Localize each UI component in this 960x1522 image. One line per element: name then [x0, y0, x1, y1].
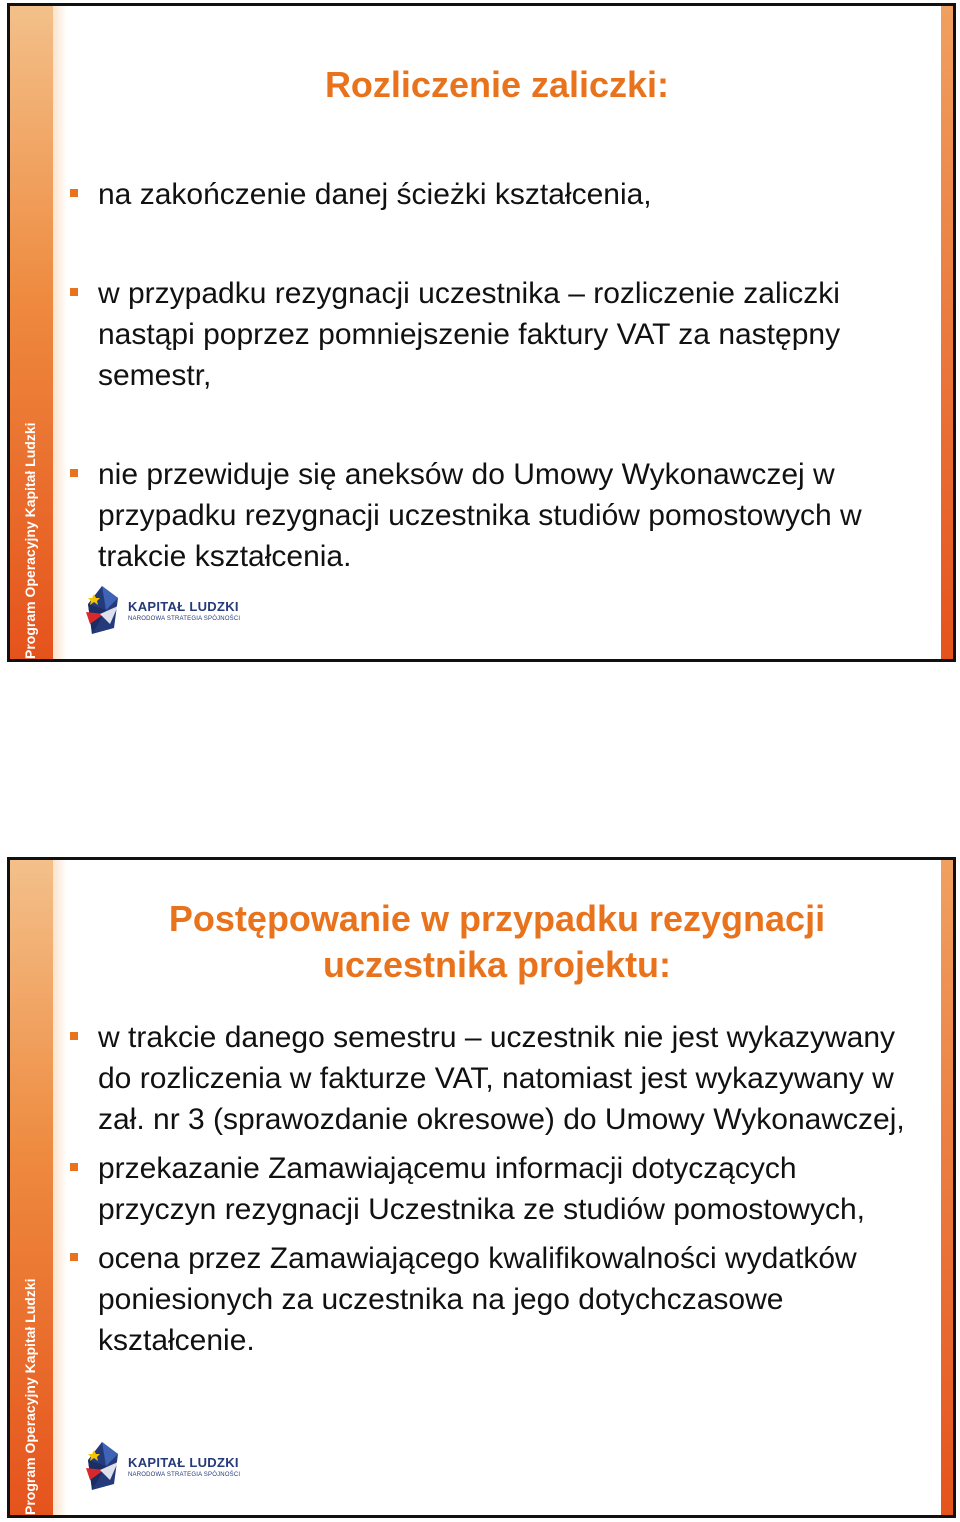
- bullet-text: ocena przez Zamawiającego kwalifikowalności wydatków poniesionych za uczestnika na jego dotychczasowe kształcenie.: [98, 1242, 857, 1357]
- kapital-ludzki-logo: [84, 1437, 284, 1495]
- logo-text: [128, 599, 240, 622]
- bullet-item: [98, 174, 921, 215]
- sidebar-program-label: Program Operacyjny Kapitał Ludzki: [22, 1278, 38, 1515]
- square-bullet-icon: [70, 1253, 78, 1261]
- slide-content: [53, 860, 941, 1515]
- kapital-ludzki-logo: [84, 581, 284, 639]
- bullet-list: [98, 1017, 921, 1369]
- bullet-item: [98, 1238, 921, 1361]
- bullet-item: [98, 1148, 921, 1230]
- kapital-ludzki-logo-icon: [84, 584, 120, 636]
- sidebar-band: [10, 860, 53, 1515]
- slide-title-line-2: uczestnika projektu:: [322, 944, 672, 985]
- bullet-text: w przypadku rezygnacji uczestnika – rozliczenie zaliczki nastąpi poprzez pomniejszenie faktury VAT za następny semestr,: [98, 277, 841, 392]
- square-bullet-icon: [70, 288, 78, 296]
- logo-subtitle: NARODOWA STRATEGIA SPÓJNOŚCI: [128, 615, 241, 622]
- bullet-text: w trakcie danego semestru – uczestnik nie jest wykazywany do rozliczenia w fakturze VAT, natomiast jest wykazywany w zał. nr 3 (sprawozdanie okresowe) do Umowy Wykonawczej,: [98, 1021, 905, 1136]
- sidebar-program-label: Program Operacyjny Kapitał Ludzki: [22, 422, 38, 659]
- slide-title: [53, 896, 941, 988]
- logo-title: KAPITAŁ LUDZKI: [128, 1454, 239, 1470]
- bullet-item: [98, 273, 921, 396]
- slide-content: [53, 6, 941, 659]
- slide-rozliczenie-zaliczki: [7, 3, 956, 662]
- slide-title-line-1: Postępowanie w przypadku rezygnacji: [168, 898, 826, 939]
- square-bullet-icon: [70, 1032, 78, 1040]
- logo-subtitle: NARODOWA STRATEGIA SPÓJNOŚCI: [128, 1471, 241, 1478]
- logo-text: [128, 1455, 240, 1478]
- bullet-item: [98, 1017, 921, 1140]
- bullet-text: przekazanie Zamawiającemu informacji dotyczących przyczyn rezygnacji Uczestnika ze studiów pomostowych,: [98, 1152, 865, 1226]
- bullet-text: na zakończenie danej ścieżki kształcenia,: [98, 178, 652, 211]
- slide-title: Rozliczenie zaliczki:: [324, 64, 670, 105]
- square-bullet-icon: [70, 1163, 78, 1171]
- logo-title: KAPITAŁ LUDZKI: [128, 598, 239, 614]
- sidebar-band: [10, 6, 53, 659]
- kapital-ludzki-logo-icon: [84, 1440, 120, 1492]
- bullet-item: [98, 454, 921, 577]
- slide-postepowanie-rezygnacja: [7, 857, 956, 1518]
- bullet-text: nie przewiduje się aneksów do Umowy Wykonawczej w przypadku rezygnacji uczestnika studiów pomostowych w trakcie kształcenia.: [98, 458, 862, 573]
- bullet-list: [98, 174, 921, 635]
- right-band: [941, 6, 953, 659]
- square-bullet-icon: [70, 189, 78, 197]
- right-band: [941, 860, 953, 1515]
- square-bullet-icon: [70, 469, 78, 477]
